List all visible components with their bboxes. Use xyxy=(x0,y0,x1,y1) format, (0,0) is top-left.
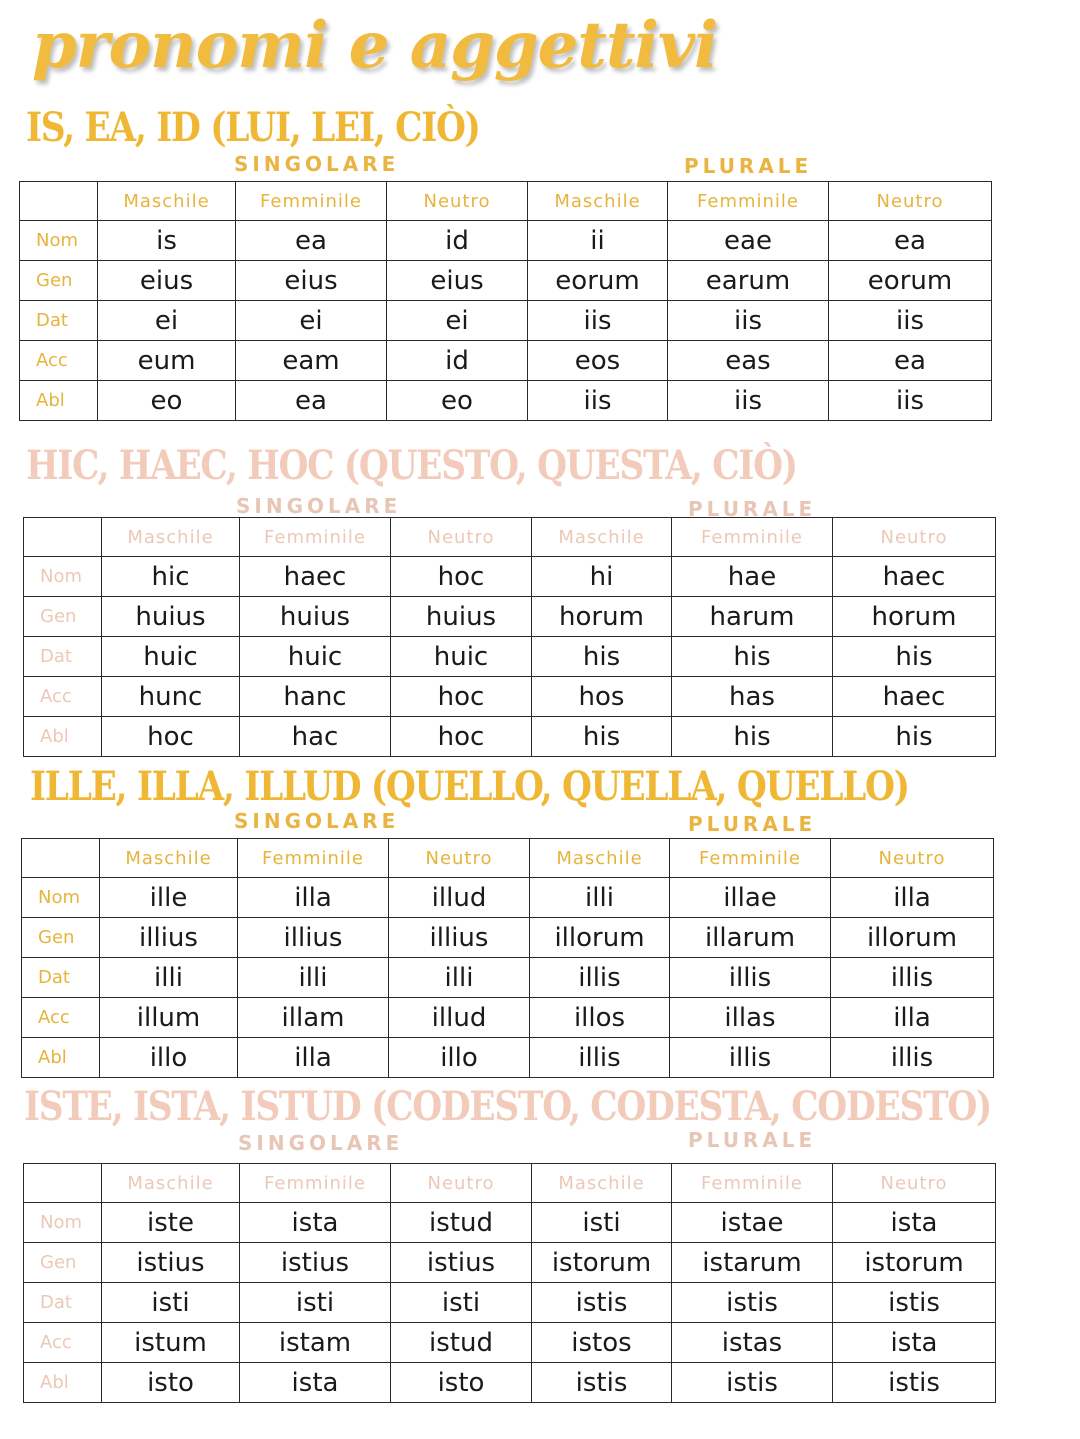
column-header: Femminile xyxy=(670,839,831,878)
singular-label: SINGOLARE xyxy=(234,152,400,176)
form-cell: hunc xyxy=(102,677,240,717)
form-cell: illis xyxy=(530,958,670,998)
form-cell: illa xyxy=(831,878,994,918)
form-cell: his xyxy=(672,717,833,757)
form-cell: huius xyxy=(240,597,391,637)
form-cell: illis xyxy=(670,1038,831,1078)
form-cell: ea xyxy=(236,221,387,261)
section-heading-hic: HIC, HAEC, HOC (QUESTO, QUESTA, CIÒ) xyxy=(26,442,797,489)
form-cell: illorum xyxy=(831,918,994,958)
form-cell: eius xyxy=(236,261,387,301)
declension-table-is xyxy=(19,181,992,421)
form-cell: illis xyxy=(831,958,994,998)
column-header: Maschile xyxy=(528,182,668,221)
form-cell: iis xyxy=(829,381,992,421)
case-label: Nom xyxy=(22,878,100,918)
form-cell: istius xyxy=(102,1243,240,1283)
column-header: Femminile xyxy=(672,1164,833,1203)
form-cell: ista xyxy=(833,1203,996,1243)
singular-label: SINGOLARE xyxy=(238,1131,404,1155)
table-row xyxy=(20,381,992,421)
form-cell: hoc xyxy=(391,557,532,597)
table-row xyxy=(24,637,996,677)
form-cell: illam xyxy=(238,998,389,1038)
table-row xyxy=(20,221,992,261)
form-cell: ista xyxy=(240,1363,391,1403)
form-cell: eae xyxy=(668,221,829,261)
column-header: Maschile xyxy=(102,1164,240,1203)
form-cell: eius xyxy=(387,261,528,301)
form-cell: huic xyxy=(391,637,532,677)
form-cell: isti xyxy=(102,1283,240,1323)
form-cell: istius xyxy=(391,1243,532,1283)
form-cell: istud xyxy=(391,1323,532,1363)
table-row xyxy=(24,717,996,757)
case-label: Acc xyxy=(22,998,100,1038)
form-cell: illis xyxy=(831,1038,994,1078)
corner-cell xyxy=(22,839,100,878)
case-label: Abl xyxy=(24,1363,102,1403)
form-cell: hac xyxy=(240,717,391,757)
form-cell: illi xyxy=(238,958,389,998)
column-header: Femminile xyxy=(672,518,833,557)
case-label: Gen xyxy=(20,261,98,301)
form-cell: illius xyxy=(238,918,389,958)
form-cell: haec xyxy=(833,677,996,717)
plural-label: PLURALE xyxy=(688,1128,817,1152)
case-label: Abl xyxy=(22,1038,100,1078)
plural-label: PLURALE xyxy=(688,812,817,836)
form-cell: illius xyxy=(100,918,238,958)
column-header: Maschile xyxy=(530,839,670,878)
column-header: Maschile xyxy=(532,1164,672,1203)
table-row xyxy=(20,341,992,381)
case-label: Gen xyxy=(24,597,102,637)
form-cell: isti xyxy=(532,1203,672,1243)
form-cell: eo xyxy=(98,381,236,421)
form-cell: istis xyxy=(833,1283,996,1323)
form-cell: has xyxy=(672,677,833,717)
form-cell: hoc xyxy=(391,717,532,757)
form-cell: istas xyxy=(672,1323,833,1363)
form-cell: id xyxy=(387,341,528,381)
form-cell: isti xyxy=(391,1283,532,1323)
form-cell: huic xyxy=(102,637,240,677)
form-cell: his xyxy=(833,717,996,757)
case-label: Abl xyxy=(24,717,102,757)
table-row xyxy=(20,301,992,341)
column-header: Femminile xyxy=(240,1164,391,1203)
form-cell: harum xyxy=(672,597,833,637)
form-cell: earum xyxy=(668,261,829,301)
form-cell: eorum xyxy=(528,261,668,301)
table-row xyxy=(22,878,994,918)
form-cell: illorum xyxy=(530,918,670,958)
form-cell: is xyxy=(98,221,236,261)
column-header: Femminile xyxy=(668,182,829,221)
form-cell: his xyxy=(672,637,833,677)
case-label: Dat xyxy=(22,958,100,998)
form-cell: illarum xyxy=(670,918,831,958)
form-cell: illae xyxy=(670,878,831,918)
section-heading-is: IS, EA, ID (LUI, LEI, CIÒ) xyxy=(26,104,480,151)
column-header: Neutro xyxy=(831,839,994,878)
corner-cell xyxy=(24,1164,102,1203)
form-cell: huius xyxy=(102,597,240,637)
form-cell: hic xyxy=(102,557,240,597)
case-label: Nom xyxy=(24,557,102,597)
form-cell: iste xyxy=(102,1203,240,1243)
column-header: Neutro xyxy=(387,182,528,221)
form-cell: iis xyxy=(528,301,668,341)
form-cell: illud xyxy=(389,998,530,1038)
form-cell: his xyxy=(532,717,672,757)
form-cell: illi xyxy=(389,958,530,998)
form-cell: illo xyxy=(100,1038,238,1078)
form-cell: iis xyxy=(829,301,992,341)
column-header: Maschile xyxy=(98,182,236,221)
form-cell: huius xyxy=(391,597,532,637)
form-cell: ea xyxy=(236,381,387,421)
case-label: Abl xyxy=(20,381,98,421)
form-cell: hae xyxy=(672,557,833,597)
form-cell: iis xyxy=(668,301,829,341)
form-cell: illi xyxy=(100,958,238,998)
form-cell: istarum xyxy=(672,1243,833,1283)
form-cell: ista xyxy=(833,1323,996,1363)
form-cell: ista xyxy=(240,1203,391,1243)
form-cell: hoc xyxy=(102,717,240,757)
corner-cell xyxy=(20,182,98,221)
form-cell: eo xyxy=(387,381,528,421)
table-row xyxy=(24,1363,996,1403)
table-row xyxy=(24,1243,996,1283)
header-row xyxy=(20,182,992,221)
table-row xyxy=(20,261,992,301)
declension-table-hic xyxy=(23,517,996,757)
form-cell: istorum xyxy=(532,1243,672,1283)
form-cell: iis xyxy=(668,381,829,421)
form-cell: hos xyxy=(532,677,672,717)
page-title: pronomi e aggettivi xyxy=(32,8,718,83)
form-cell: isto xyxy=(102,1363,240,1403)
case-label: Acc xyxy=(20,341,98,381)
form-cell: ei xyxy=(98,301,236,341)
column-header: Neutro xyxy=(389,839,530,878)
form-cell: illum xyxy=(100,998,238,1038)
case-label: Dat xyxy=(24,1283,102,1323)
case-label: Acc xyxy=(24,1323,102,1363)
case-label: Gen xyxy=(24,1243,102,1283)
form-cell: eam xyxy=(236,341,387,381)
singular-label: SINGOLARE xyxy=(234,809,400,833)
form-cell: eos xyxy=(528,341,668,381)
form-cell: eius xyxy=(98,261,236,301)
form-cell: istam xyxy=(240,1323,391,1363)
form-cell: istis xyxy=(672,1363,833,1403)
section-heading-ille: ILLE, ILLA, ILLUD (QUELLO, QUELLA, QUELLO) xyxy=(30,763,909,810)
column-header: Neutro xyxy=(391,518,532,557)
form-cell: istis xyxy=(532,1363,672,1403)
form-cell: hi xyxy=(532,557,672,597)
section-heading-iste: ISTE, ISTA, ISTUD (CODESTO, CODESTA, CODESTO) xyxy=(24,1083,991,1130)
table-row xyxy=(22,998,994,1038)
column-header: Femminile xyxy=(236,182,387,221)
table-row xyxy=(22,958,994,998)
column-header: Maschile xyxy=(100,839,238,878)
form-cell: istius xyxy=(240,1243,391,1283)
form-cell: ei xyxy=(236,301,387,341)
form-cell: ea xyxy=(829,341,992,381)
form-cell: eorum xyxy=(829,261,992,301)
form-cell: illos xyxy=(530,998,670,1038)
header-row xyxy=(24,1164,996,1203)
form-cell: ei xyxy=(387,301,528,341)
form-cell: istis xyxy=(833,1363,996,1403)
table-row xyxy=(22,918,994,958)
singular-label: SINGOLARE xyxy=(236,494,402,518)
form-cell: illo xyxy=(389,1038,530,1078)
column-header: Neutro xyxy=(829,182,992,221)
corner-cell xyxy=(24,518,102,557)
column-header: Neutro xyxy=(833,1164,996,1203)
form-cell: istum xyxy=(102,1323,240,1363)
case-label: Acc xyxy=(24,677,102,717)
case-label: Nom xyxy=(20,221,98,261)
form-cell: huic xyxy=(240,637,391,677)
form-cell: horum xyxy=(833,597,996,637)
form-cell: istis xyxy=(532,1283,672,1323)
form-cell: hanc xyxy=(240,677,391,717)
declension-table-ille xyxy=(21,838,994,1078)
form-cell: id xyxy=(387,221,528,261)
form-cell: istos xyxy=(532,1323,672,1363)
form-cell: illa xyxy=(831,998,994,1038)
table-row xyxy=(24,1283,996,1323)
form-cell: eas xyxy=(668,341,829,381)
form-cell: illius xyxy=(389,918,530,958)
form-cell: horum xyxy=(532,597,672,637)
case-label: Dat xyxy=(24,637,102,677)
table-row xyxy=(24,1203,996,1243)
form-cell: istud xyxy=(391,1203,532,1243)
column-header: Femminile xyxy=(238,839,389,878)
case-label: Dat xyxy=(20,301,98,341)
declension-table-iste xyxy=(23,1163,996,1403)
plural-label: PLURALE xyxy=(688,497,817,521)
column-header: Neutro xyxy=(833,518,996,557)
form-cell: illis xyxy=(670,958,831,998)
form-cell: iis xyxy=(528,381,668,421)
table-row xyxy=(22,1038,994,1078)
form-cell: istis xyxy=(672,1283,833,1323)
header-row xyxy=(22,839,994,878)
form-cell: illis xyxy=(530,1038,670,1078)
plural-label: PLURALE xyxy=(684,154,813,178)
form-cell: hoc xyxy=(391,677,532,717)
form-cell: isto xyxy=(391,1363,532,1403)
form-cell: his xyxy=(532,637,672,677)
table-row xyxy=(24,677,996,717)
column-header: Femminile xyxy=(240,518,391,557)
form-cell: illa xyxy=(238,878,389,918)
table-row xyxy=(24,597,996,637)
column-header: Maschile xyxy=(532,518,672,557)
form-cell: istorum xyxy=(833,1243,996,1283)
header-row xyxy=(24,518,996,557)
form-cell: illa xyxy=(238,1038,389,1078)
form-cell: illas xyxy=(670,998,831,1038)
table-row xyxy=(24,557,996,597)
form-cell: illi xyxy=(530,878,670,918)
form-cell: ille xyxy=(100,878,238,918)
column-header: Neutro xyxy=(391,1164,532,1203)
case-label: Nom xyxy=(24,1203,102,1243)
form-cell: haec xyxy=(240,557,391,597)
form-cell: ea xyxy=(829,221,992,261)
column-header: Maschile xyxy=(102,518,240,557)
form-cell: ii xyxy=(528,221,668,261)
form-cell: istae xyxy=(672,1203,833,1243)
form-cell: eum xyxy=(98,341,236,381)
form-cell: isti xyxy=(240,1283,391,1323)
form-cell: illud xyxy=(389,878,530,918)
form-cell: his xyxy=(833,637,996,677)
table-row xyxy=(24,1323,996,1363)
form-cell: haec xyxy=(833,557,996,597)
case-label: Gen xyxy=(22,918,100,958)
